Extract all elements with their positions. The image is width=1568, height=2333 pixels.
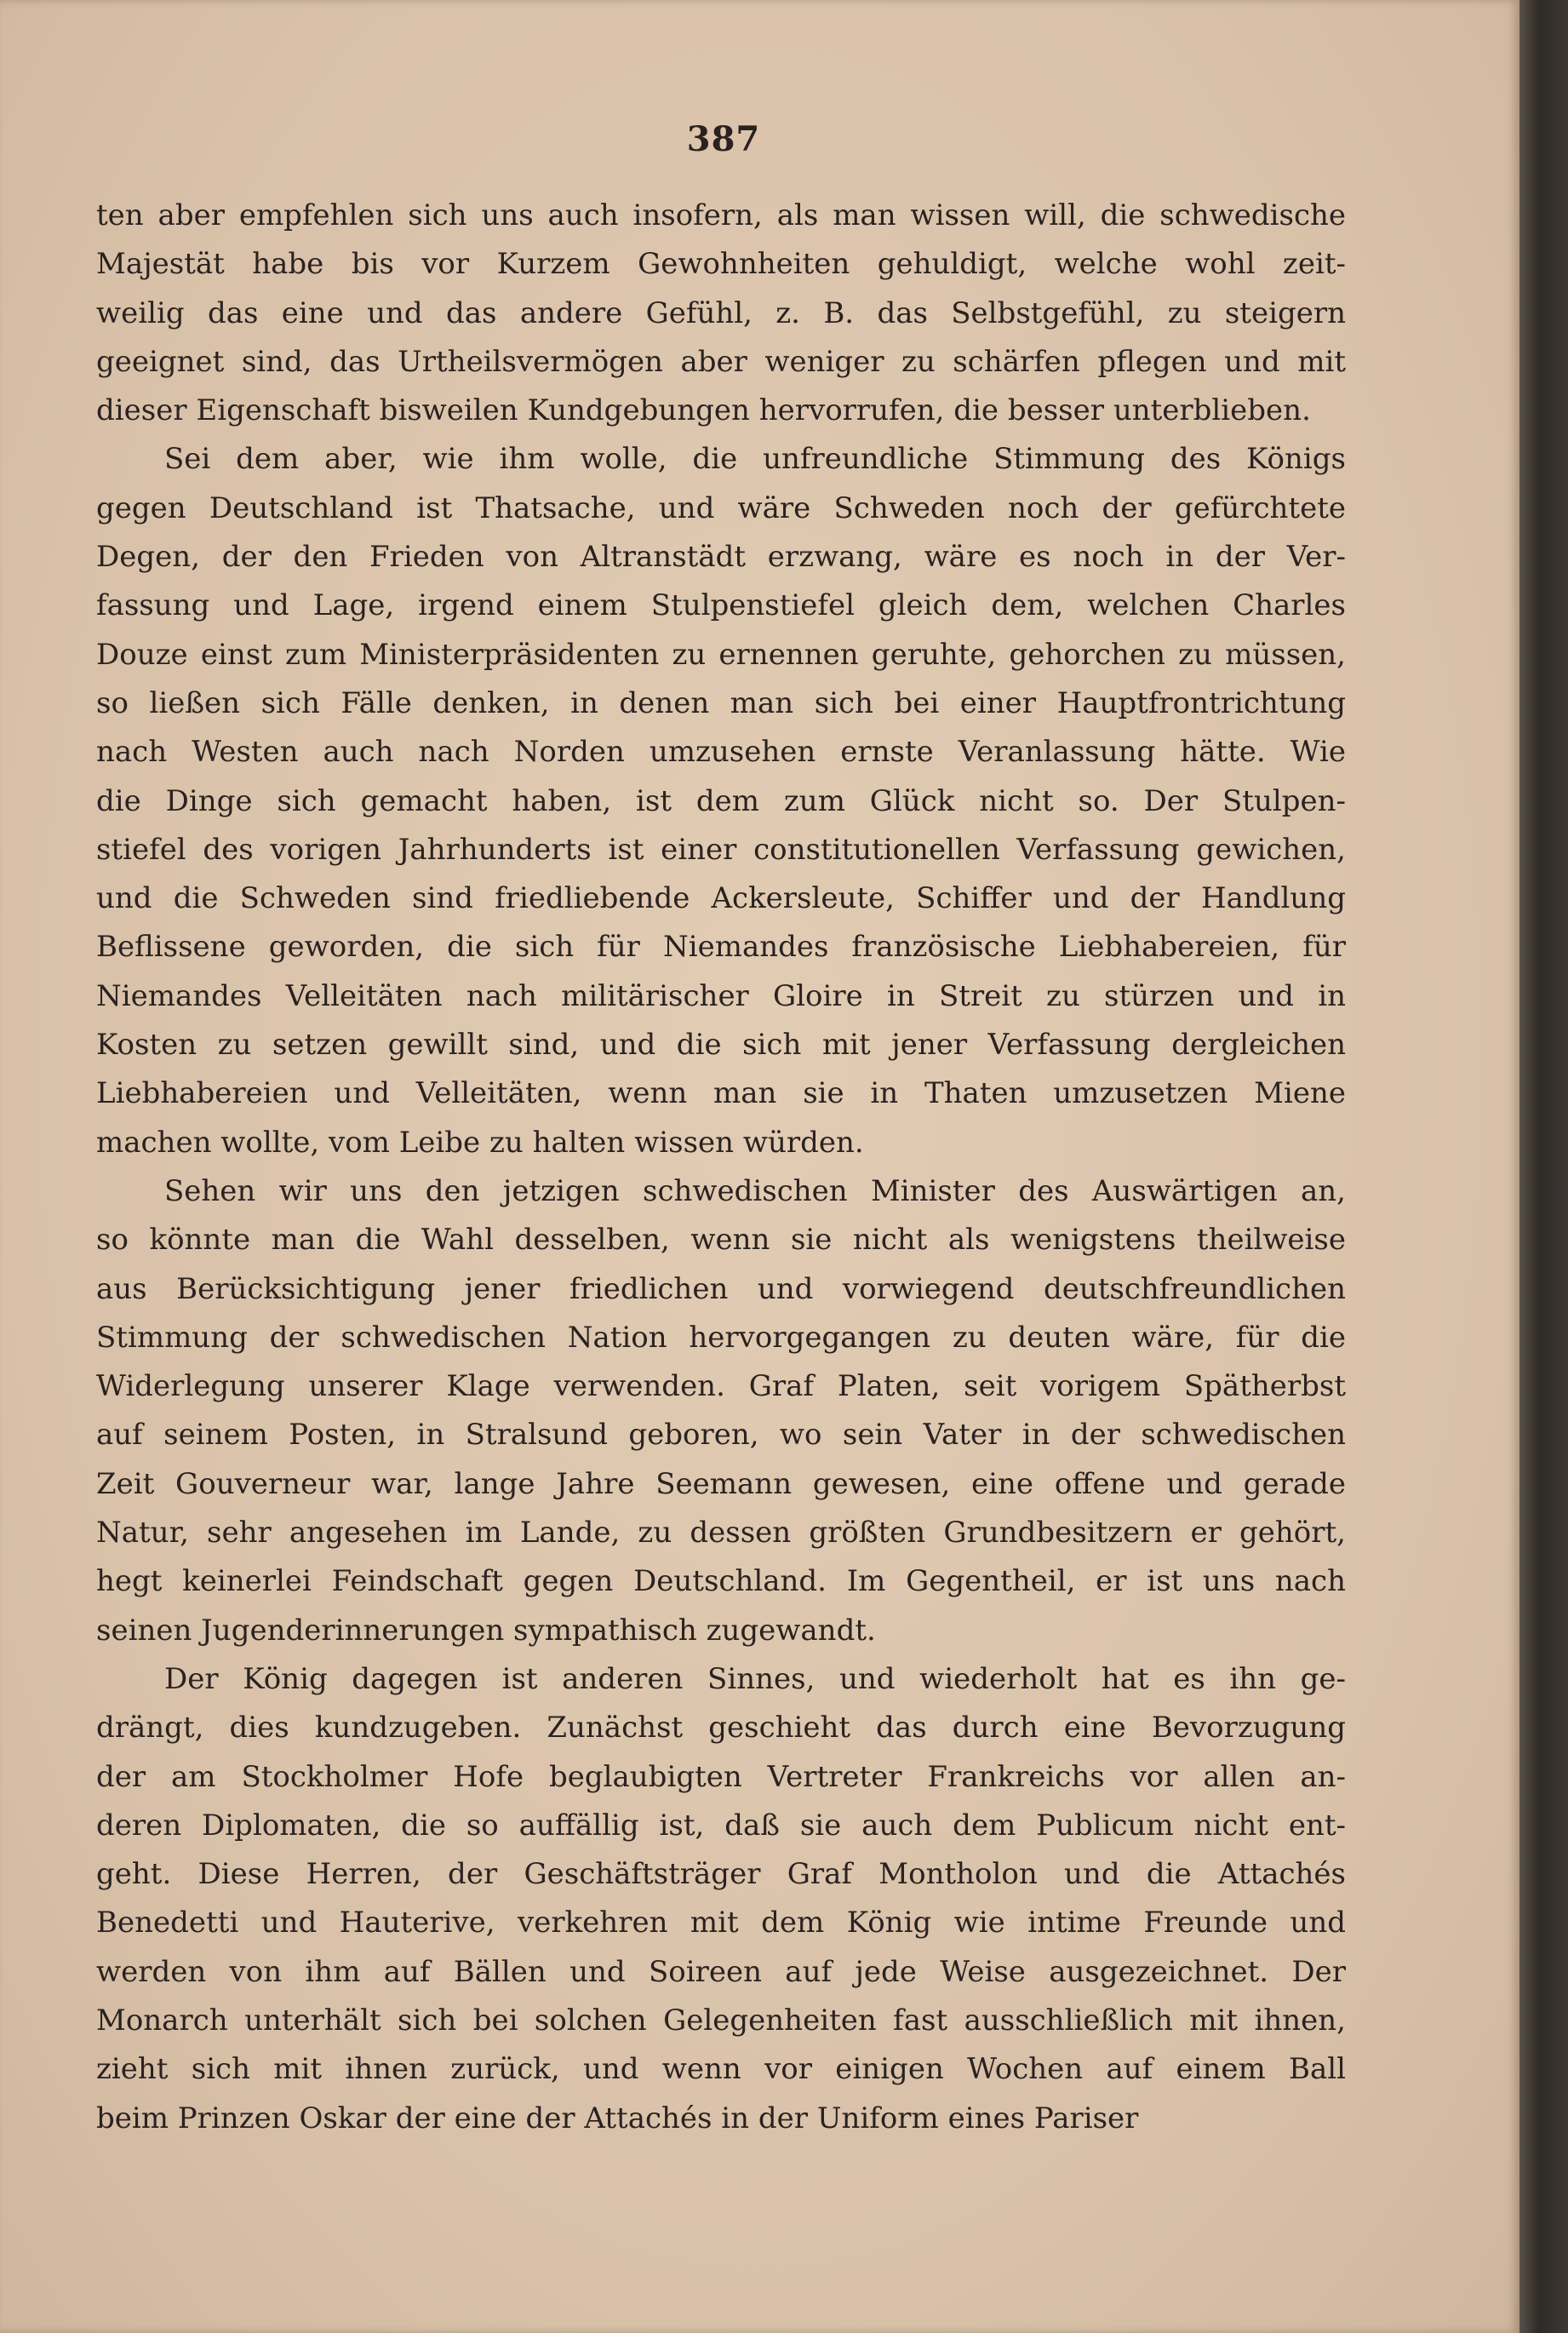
text-line: auf seinem Posten, in Stralsund geboren, wo sein Vater in der schwedischen [96,1418,1346,1453]
text-line: Widerlegung unserer Klage verwenden. Graf Platen, seit vorigem Spätherbst [96,1369,1346,1404]
body-text [96,192,1346,2143]
text-line: stiefel des vorigen Jahrhunderts ist einer constitutionellen Verfassung gewichen, [96,832,1346,867]
text-line: machen wollte, vom Leibe zu halten wissen würden. [96,1125,864,1160]
text-line: hegt keinerlei Feindschaft gegen Deutschland. Im Gegentheil, er ist uns nach [96,1564,1346,1599]
text-line: deren Diplomaten, die so auffällig ist, daß sie auch dem Publicum nicht ent- [96,1808,1346,1843]
text-line: Sehen wir uns den jetzigen schwedischen Minister des Auswärtigen an, [164,1173,1346,1208]
text-line: drängt, dies kundzugeben. Zunächst geschieht das durch eine Bevorzugung [96,1711,1346,1745]
text-line: Douze einst zum Ministerpräsidenten zu ernennen geruhte, gehorchen zu müssen, [96,637,1346,672]
text-line: Sei dem aber, wie ihm wolle, die unfreundliche Stimmung des Königs [164,442,1346,477]
text-line: Niemandes Velleitäten nach militärischer Gloire in Streit zu stürzen und in [96,978,1346,1013]
book-edge [1519,0,1568,2333]
text-line: Kosten zu setzen gewillt sind, und die sich mit jener Verfassung dergleichen [96,1028,1346,1063]
paragraph [96,1655,1346,2143]
paragraph [96,1167,1346,1655]
text-line: werden von ihm auf Bällen und Soireen auf jede Weise ausgezeichnet. Der [96,1954,1346,1989]
text-line: fassung und Lage, irgend einem Stulpenstiefel gleich dem, welchen Charles [96,588,1346,623]
text-line: so könnte man die Wahl desselben, wenn sie nicht als wenigstens theilweise [96,1223,1346,1258]
text-line: dieser Eigenschaft bisweilen Kundgebungen hervorrufen, die besser unterblieben. [96,393,1311,428]
text-line: beim Prinzen Oskar der eine der Attachés in der Uniform eines Pariser [96,2101,1139,2135]
text-line: geht. Diese Herren, der Geschäftsträger Graf Montholon und die Attachés [96,1857,1346,1892]
text-line: der am Stockholmer Hofe beglaubigten Vertreter Frankreichs vor allen an- [96,1759,1346,1794]
text-line: Degen, der den Frieden von Altranstädt erzwang, wäre es noch in der Ver- [96,540,1346,575]
text-line: und die Schweden sind friedliebende Ackersleute, Schiffer und der Handlung [96,881,1346,916]
text-line: seinen Jugenderinnerungen sympathisch zugewandt. [96,1613,876,1648]
text-line: Benedetti und Hauterive, verkehren mit dem König wie intime Freunde und [96,1906,1346,1940]
text-line: nach Westen auch nach Norden umzusehen ernste Veranlassung hätte. Wie [96,735,1346,770]
text-line: geeignet sind, das Urtheilsvermögen aber weniger zu schärfen pflegen und mit [96,344,1346,379]
text-line: Beflissene geworden, die sich für Niemandes französische Liebhabereien, für [96,930,1346,965]
text-line: ten aber empfehlen sich uns auch insofern, als man wissen will, die schwedische [96,198,1346,232]
text-line: Zeit Gouverneur war, lange Jahre Seemann gewesen, eine offene und gerade [96,1466,1346,1501]
page-number: 387 [686,119,761,159]
text-line: Natur, sehr angesehen im Lande, zu dessen größten Grundbesitzern er gehört, [96,1516,1346,1551]
text-line: Stimmung der schwedischen Nation hervorgegangen zu deuten wäre, für die [96,1320,1346,1355]
text-line: Monarch unterhält sich bei solchen Gelegenheiten fast ausschließlich mit ihnen, [96,2003,1346,2038]
text-line: aus Berücksichtigung jener friedlichen und vorwiegend deutschfreundlichen [96,1271,1346,1306]
text-line: so ließen sich Fälle denken, in denen man sich bei einer Hauptfrontrichtung [96,685,1346,720]
paragraph [96,192,1346,435]
text-line: Der König dagegen ist anderen Sinnes, und wiederholt hat es ihn ge- [164,1661,1346,1696]
paragraph [96,435,1346,1166]
text-line: zieht sich mit ihnen zurück, und wenn vor einigen Wochen auf einem Ball [96,2052,1346,2087]
text-line: weilig das eine und das andere Gefühl, z. B. das Selbstgefühl, zu steigern [96,295,1346,330]
text-line: Liebhabereien und Velleitäten, wenn man sie in Thaten umzusetzen Miene [96,1076,1346,1111]
text-line: Majestät habe bis vor Kurzem Gewohnheiten gehuldigt, welche wohl zeit- [96,247,1346,282]
text-line: die Dinge sich gemacht haben, ist dem zum Glück nicht so. Der Stulpen- [96,783,1346,818]
text-line: gegen Deutschland ist Thatsache, und wäre Schweden noch der gefürchtete [96,490,1346,525]
